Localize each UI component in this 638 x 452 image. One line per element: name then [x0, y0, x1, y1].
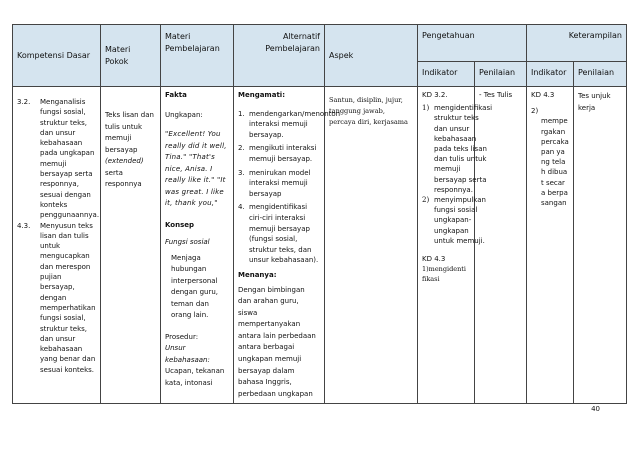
prosedur-label: Prosedur: — [165, 332, 199, 341]
menanya-text: Dengan bimbingan dan arahan guru, siswa mempertanyakan antara lain perbedaan antara berbagai ungkapan memuji bersayap dalam bahasa Inggris, perbedaan ungkapan — [238, 285, 316, 398]
header-aspek: Aspek — [325, 25, 418, 87]
fakta-title: Fakta — [165, 91, 187, 99]
fungsi-sosial-title: Fungsi sosial — [165, 238, 210, 246]
header-penilaian-keterampilan: Penilaian — [574, 62, 627, 87]
header-alternatif-pembelajaran: Alternatif Pembelajaran — [234, 25, 325, 87]
materi-pokok-extended: (extended) — [105, 157, 144, 165]
alternatif-pembelajaran-cell — [234, 87, 341, 404]
mengamati-title: Mengamati: — [238, 91, 285, 99]
expression-example: "Excellent! You really did it well, Tina." "That's nice, Anisa. I really like it." "It was great. I like it, thank you," — [165, 130, 227, 207]
keterampilan-indikator-cell — [527, 87, 574, 404]
header-keterampilan: Keterampilan — [527, 25, 627, 62]
unsur-label: Unsur kebahasaan: — [165, 344, 210, 364]
indikator-item: 2) menyimpulkan fungsi sosial ungkapan-ungkapan untuk memuji. — [422, 196, 486, 245]
kd-item: 4.3. Menyusun teks lisan dan tulis untuk mengucapkan dan merespon pujian bersayap, dengan memperhatikan fungsi sosial, struktur teks, dan unsur kebahasaan yang benar dan sesuai konteks. — [17, 221, 96, 374]
header-indikator-pengetahuan: Indikator — [418, 62, 475, 87]
header-penilaian-pengetahuan: Penilaian — [475, 62, 527, 87]
header-materi-pembelajaran: Materi Pembelajaran — [161, 25, 234, 87]
materi-pokok-cell — [101, 87, 161, 404]
header-kompetensi-dasar: Kompetensi Dasar — [13, 25, 101, 87]
unsur-text: Ucapan, tekanan kata, intonasi — [165, 367, 225, 387]
header-indikator-keterampilan: Indikator — [527, 62, 574, 87]
mengamati-item: 1. mendengarkan/menonton interaksi memuji bersayap. — [238, 109, 341, 139]
lesson-plan-table — [12, 24, 627, 404]
mengamati-item: 4. mengidentifikasi ciri-ciri interaksi memuji bersayap (fungsi sosial, struktur teks, dan unsur kebahasaan). — [238, 203, 319, 265]
keterampilan-penilaian-cell — [574, 87, 627, 404]
mengamati-item: 2. mengikuti interaksi memuji bersayap. — [238, 144, 317, 163]
kd-item: 3.2. Menganalisis fungsi sosial, struktur teks, dan unsur kebahasaan pada ungkapan memuji bersayap serta responnya, sesuai dengan konteks penggunaannya. — [17, 98, 100, 220]
page-number: 40 — [591, 405, 600, 413]
header-materi-pokok: Materi Pokok — [101, 25, 161, 87]
materi-pokok-respon: serta responnya — [105, 168, 142, 188]
konsep-title: Konsep — [165, 220, 195, 229]
keterampilan-penilaian-text: Tes unjuk kerja — [578, 92, 611, 112]
ungkapan-label: Ungkapan: — [165, 110, 203, 119]
penilaian-text: - Tes Tulis — [479, 91, 513, 99]
aspek-text: Santun, disiplin, jujur, tanggung jawab, percaya diri, kerjasama — [329, 96, 408, 126]
indikator-kd2-label: KD 4.3 — [422, 255, 446, 264]
indikator-item-3: 1)mengidenti fikasi — [422, 265, 466, 284]
materi-pokok-text: Teks lisan dan tulis untuk memuji bersayap — [105, 111, 154, 154]
fungsi-sosial-text: Menjaga hubungan interpersonal dengan guru, teman dan orang lain. — [171, 253, 219, 319]
indikator-kd-label: KD 3.2. — [422, 91, 448, 99]
header-pengetahuan: Pengetahuan — [418, 25, 527, 62]
keterampilan-item-text: mempergakan percakapan yang telah dibuat secara berpasangan — [541, 117, 569, 208]
keterampilan-kd-label: KD 4.3 — [531, 91, 555, 99]
menanya-title: Menanya: — [238, 270, 277, 279]
kompetensi-dasar-cell — [13, 87, 101, 404]
keterampilan-item-num: 2) — [531, 107, 539, 116]
indikator-item: 1) mengidentifikasi struktur teks dan unsur kebahasaan pada teks lisan dan tulis untuk memuji bersayap serta responnya. — [422, 104, 493, 194]
pengetahuan-indikator-cell — [418, 87, 493, 404]
mengamati-item: 3. menirukan model interaksi memuji bersayap — [238, 168, 311, 198]
materi-pembelajaran-cell — [161, 87, 234, 404]
